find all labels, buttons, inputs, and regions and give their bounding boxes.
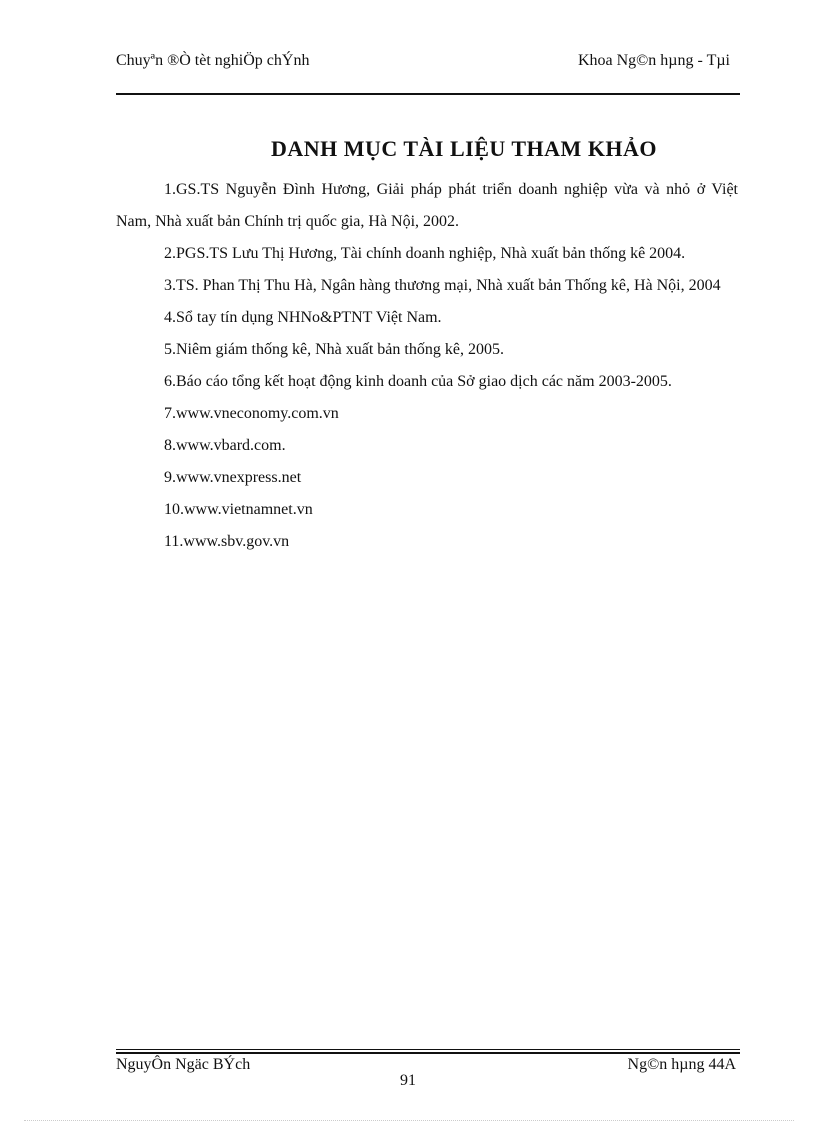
page-title: DANH MỤC TÀI LIỆU THAM KHẢO	[270, 136, 658, 161]
reference-link[interactable]: 11.www.sbv.gov.vn	[164, 533, 290, 550]
footer-class: Ng©n hµng 44A	[627, 1056, 736, 1073]
header-left-text: Chuyªn ®Ò tèt nghiÖp chÝnh	[116, 52, 310, 69]
reference-link[interactable]: 7.www.vneconomy.com.vn	[164, 405, 339, 422]
reference-item: 1.GS.TS Nguyễn Đình Hương, Giải pháp phát triển doanh nghiệp vừa và nhỏ ở Việt Nam, Nhà xuất bản Chính trị quốc gia, Hà Nội, 2002.	[116, 181, 738, 230]
reference-item: 5.Niêm giám thống kê, Nhà xuất bản thống kê, 2005.	[164, 341, 504, 358]
footer-divider-thin	[116, 1049, 740, 1050]
reference-link[interactable]: 9.www.vnexpress.net	[164, 469, 302, 486]
page-bottom-border	[24, 1120, 794, 1121]
footer-divider-thick	[116, 1052, 740, 1054]
header-right-text: Khoa Ng©n hµng - Tµi	[577, 52, 730, 69]
reference-item: 3.TS. Phan Thị Thu Hà, Ngân hàng thương mại, Nhà xuất bản Thống kê, Hà Nội, 2004	[164, 277, 721, 294]
reference-item: 6.Báo cáo tổng kết hoạt động kinh doanh của Sở giao dịch các năm 2003-2005.	[164, 373, 672, 390]
page-header	[116, 50, 740, 94]
reference-item: 2.PGS.TS Lưu Thị Hương, Tài chính doanh nghiệp, Nhà xuất bản thống kê 2004.	[164, 245, 686, 262]
reference-item: 4.Sổ tay tín dụng NHNo&PTNT Việt Nam.	[164, 309, 442, 326]
reference-list	[116, 174, 738, 558]
footer-author: NguyÔn Ngäc BÝch	[116, 1056, 251, 1073]
reference-link[interactable]: 8.www.vbard.com.	[164, 437, 286, 454]
page-number: 91	[400, 1072, 416, 1089]
header-divider	[116, 93, 740, 95]
reference-link[interactable]: 10.www.vietnamnet.vn	[164, 501, 313, 518]
